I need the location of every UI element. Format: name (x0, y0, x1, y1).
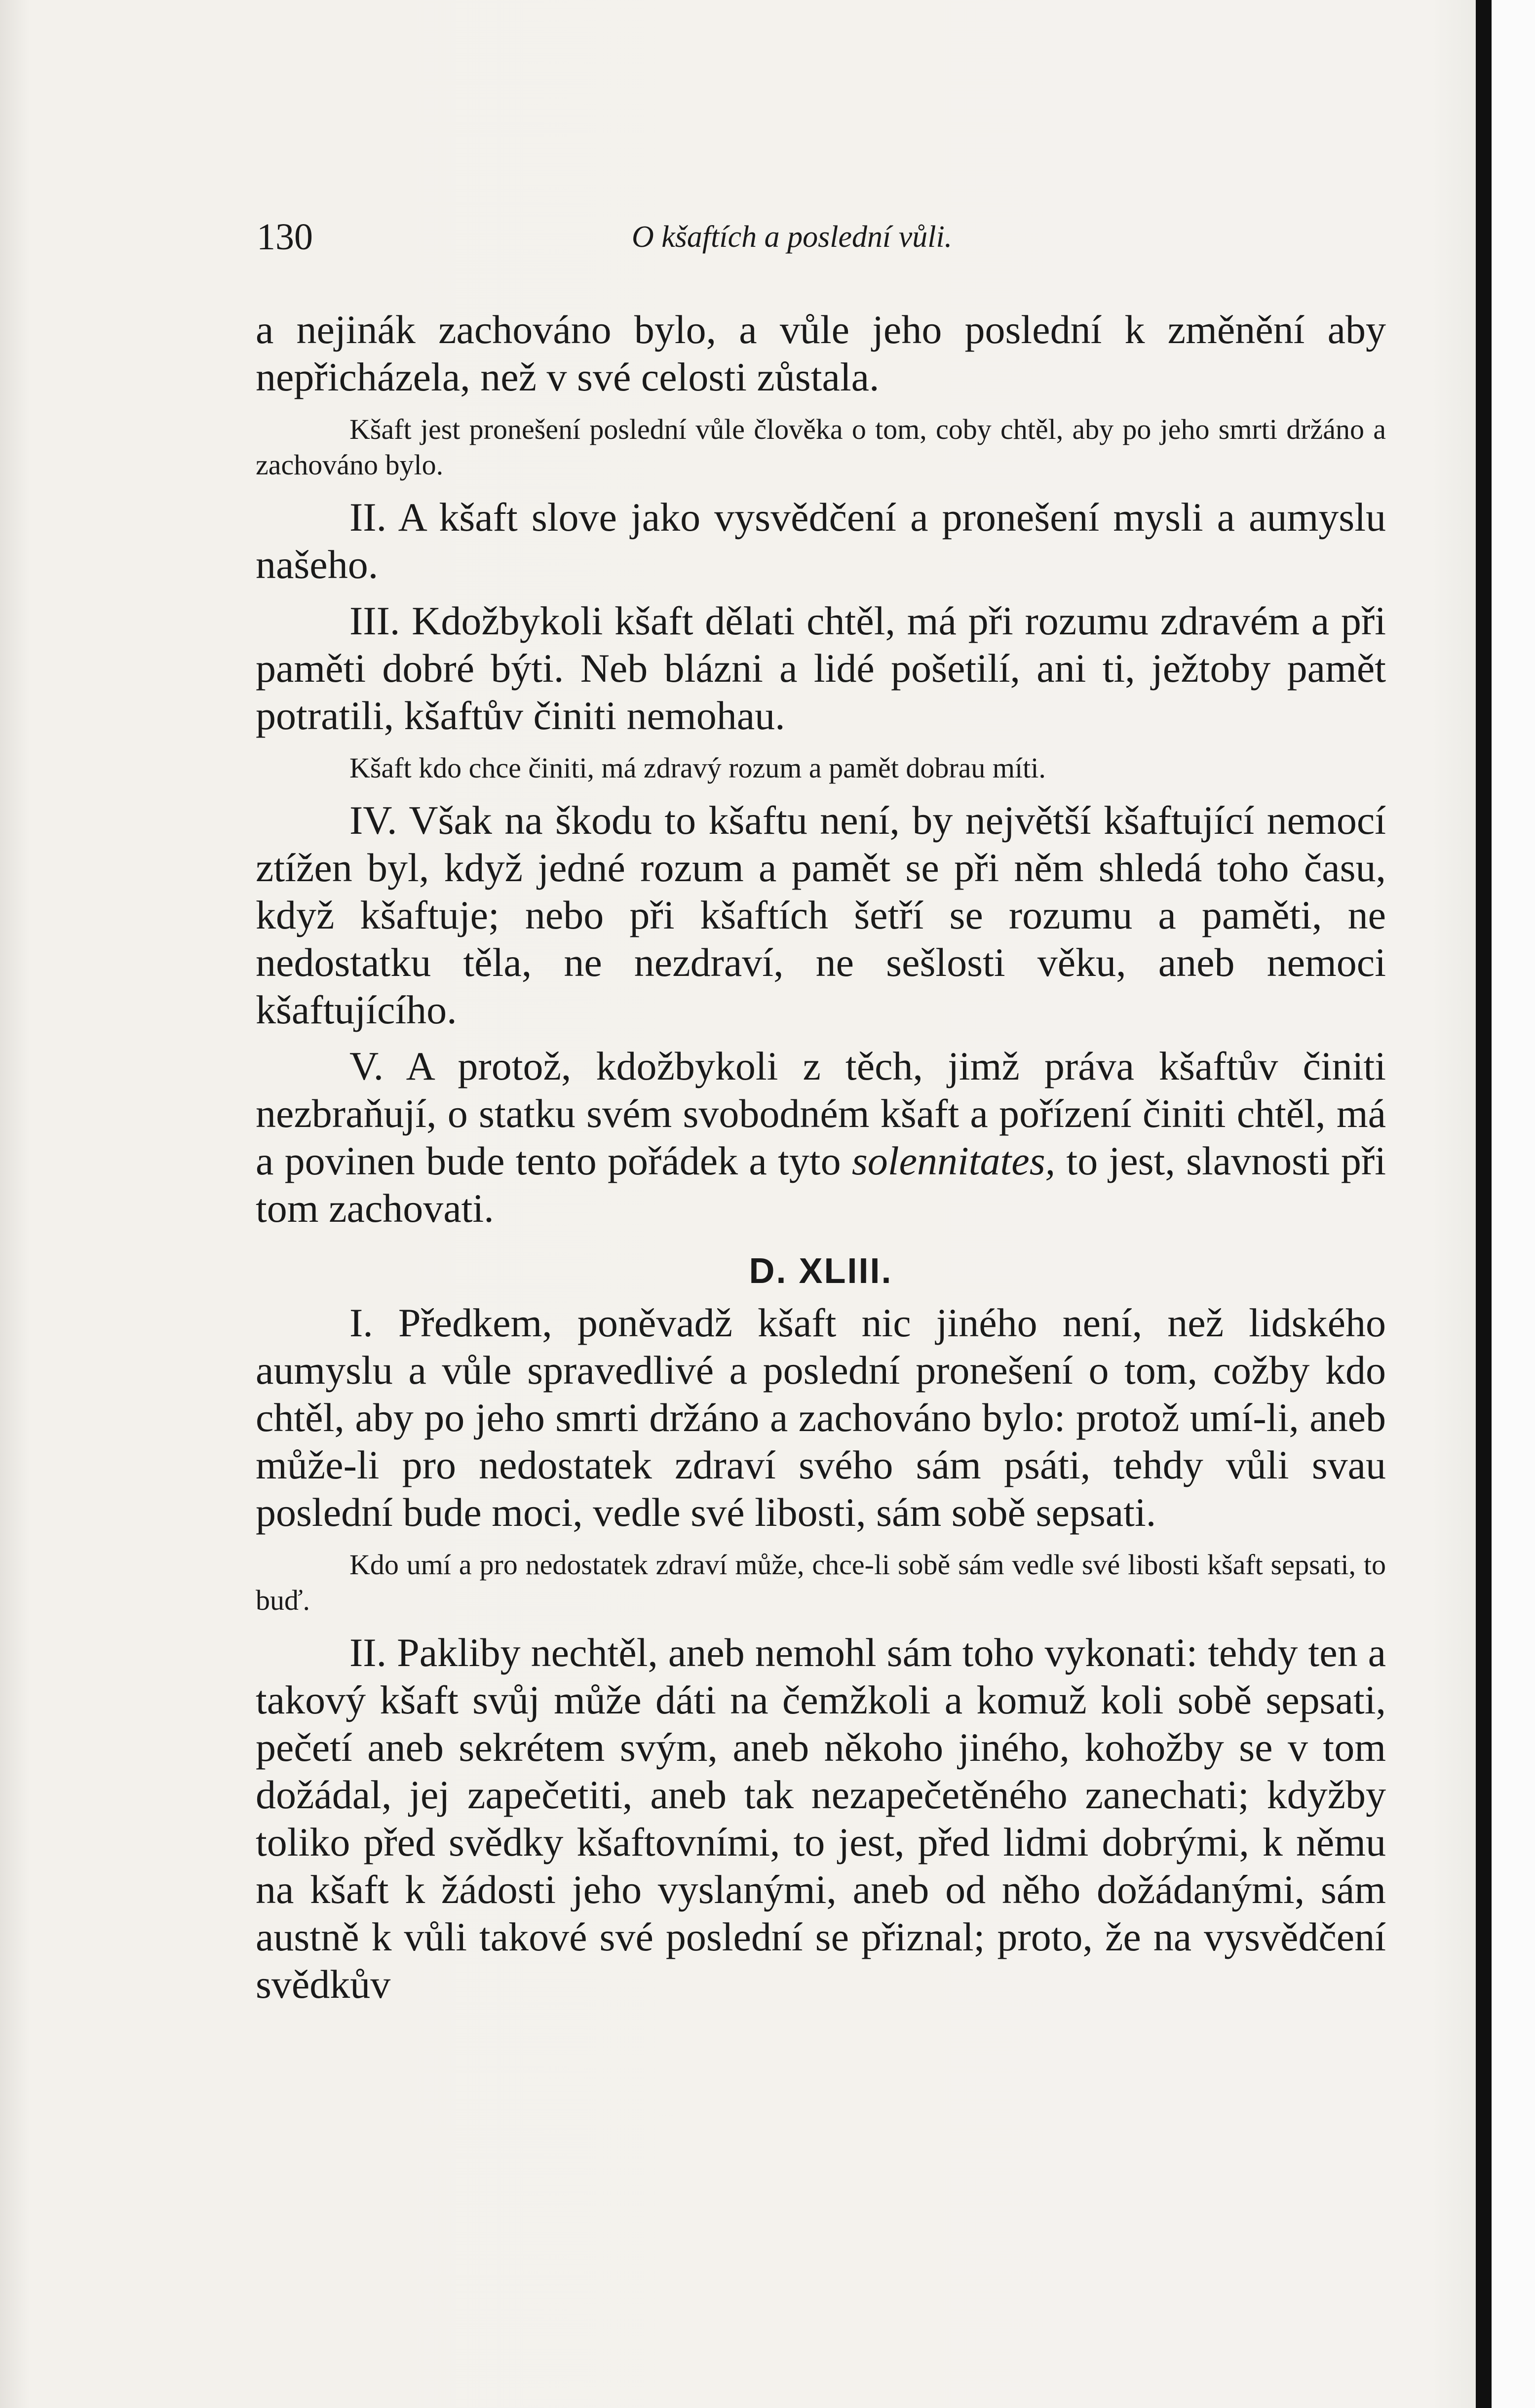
paragraph-5-end: to jest, slavnosti při tom zachovati. (256, 1138, 1386, 1231)
page-header (257, 207, 1392, 267)
page-body (256, 306, 1386, 2008)
paragraph-2: II. A kšaft slove jako vysvědčení a pronešení mysli a aumyslu našeho. (256, 495, 1386, 587)
paragraph-3: III. Kdožbykoli kšaft dělati chtěl, má při rozumu zdravém a při paměti dobré býti. Neb blázni a lidé pošetilí, ani ti, ježtoby pamět potratili, kšaftův činiti nemohau. (256, 598, 1386, 738)
latin-term: solennitates, (851, 1138, 1056, 1183)
running-title: O kšaftích a poslední vůli. (632, 220, 953, 254)
paragraph-6: I. Předkem, poněvadž kšaft nic jiného není, než lidského aumyslu a vůle spravedlivé a poslední pronešení o tom, cožby kdo chtěl, aby po jeho smrti držáno a zachováno bylo: protož umí-li, aneb může-li pro nedostatek zdraví svého sám psáti, tehdy vůli svau poslední bude moci, vedle své libosti, sám sobě sepsati. (256, 1300, 1386, 1535)
page-number: 130 (257, 216, 313, 258)
paragraph-4: IV. Však na škodu to kšaftu není, by největší kšaftující nemocí ztížen byl, když jedné rozum a pamět se při něm shledá toho času, když kšaftuje; nebo při kšaftích šetří se rozumu a paměti, ne nedostatku těla, ne nezdraví, ne sešlosti věku, aneb nemoci kšaftujícího. (256, 798, 1386, 1032)
paragraph-7: II. Pakliby nechtěl, aneb nemohl sám toho vykonati: tehdy ten a takový kšaft svůj může dáti na čemžkoli a komuž koli sobě sepsati, pečetí aneb sekrétem svým, aneb někoho jiného, kohožby se v tom dožádal, jej zapečetiti, aneb tak nezapečetěného zanechati; kdyžby toliko před svědky kšaftovními, to jest, před lidmi dobrými, k němu na kšaft k žádosti jeho vyslanými, aneb od něho dožádanými, sám austně k vůli takové své poslední se přiznal; proto, že na vysvědčení svědkův (256, 1630, 1386, 2007)
note-3: Kdo umí a pro nedostatek zdraví může, chce-li sobě sám vedle své libosti kšaft sepsati, to buď. (256, 1549, 1386, 1616)
scan-margin (1492, 0, 1535, 2408)
paragraph-5-start: V. A protož, kdožbykoli z těch, jimž práva kšaftův činiti nezbraňují, o statku svém svobodném kšaft a pořízení činiti chtěl, má a povinen bude tento pořádek a tyto (256, 1044, 1386, 1183)
section-heading: D. XLIII. (749, 1251, 893, 1291)
note-1: Kšaft jest pronešení poslední vůle člověka o tom, coby chtěl, aby po jeho smrti držáno a zachováno bylo. (256, 413, 1386, 481)
paragraph-5 (256, 1043, 1386, 1232)
paragraph-1: a nejinák zachováno bylo, a vůle jeho poslední k změnění aby nepřicházela, než v své celosti zůstala. (256, 307, 1386, 399)
note-2: Kšaft kdo chce činiti, má zdravý rozum a pamět dobrau míti. (349, 752, 1046, 784)
scan-edge (1476, 0, 1492, 2408)
